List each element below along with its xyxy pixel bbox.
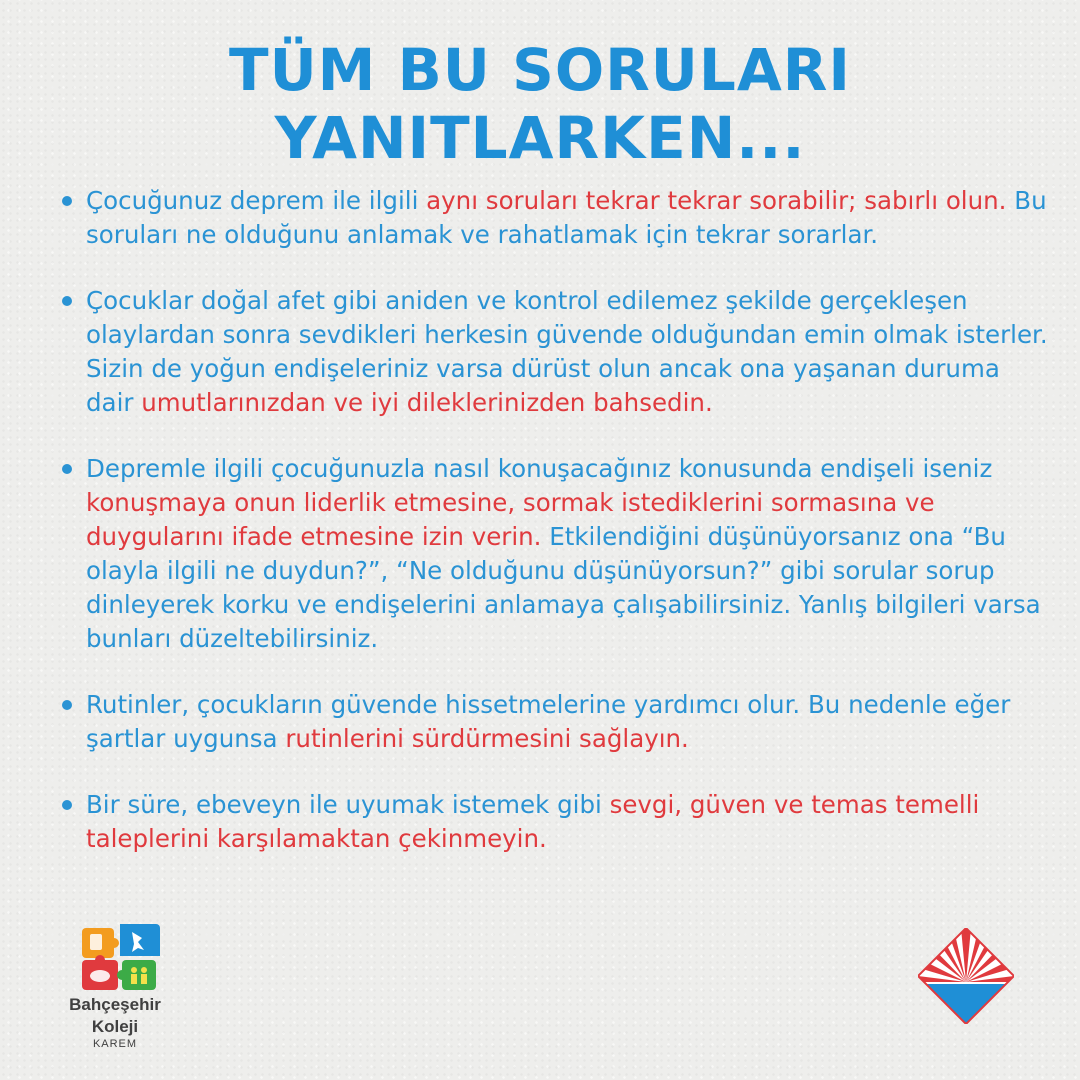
brand-name [60, 994, 170, 1038]
bullet-dot-icon [62, 296, 72, 306]
highlight-segment: rutinlerini sürdürmesini sağlayın. [285, 724, 689, 753]
brand-name-line-1: Bahçeşehir [69, 995, 161, 1014]
text-segment: Etkilendiğini düşünüyorsanız ona “Bu olayla ilgili ne duydun?”, “Ne olduğunu düşünüyorsun?” gibi sorular sorup dinleyerek korku ve endişelerini anlamaya çalışabilirsiniz. Yanlış bilgileri varsa bunları düzeltebilirsiniz. [86, 522, 1041, 653]
list-item [62, 788, 1052, 856]
highlight-segment: umutlarınızdan ve iyi dileklerinizden bahsedin. [141, 388, 713, 417]
title-line-2: YANITLARKEN... [274, 104, 806, 172]
bullet-dot-icon [62, 700, 72, 710]
highlight-segment: sevgi, güven ve temas temelli taleplerini karşılamaktan çekinmeyin. [86, 790, 980, 853]
diamond-sun-logo-icon [918, 928, 1014, 1024]
highlight-segment: aynı soruları tekrar tekrar sorabilir; sabırlı olun. [426, 186, 1007, 215]
text-segment: Rutinler, çocukların güvende hissetmelerine yardımcı olur. Bu nedenle eğer şartlar uygunsa [86, 690, 1011, 753]
text-segment: Bu soruları ne olduğunu anlamak ve rahatlamak için tekrar sorarlar. [86, 186, 1047, 249]
text-segment: Çocuğunuz deprem ile ilgili [86, 186, 427, 215]
tips-list [62, 184, 1052, 888]
puzzle-logo-icon [80, 922, 166, 992]
page-title [0, 36, 1080, 172]
bullet-dot-icon [62, 464, 72, 474]
brand-name-line-2: Koleji [91, 1017, 139, 1036]
text-segment: Depremle ilgili çocuğunuzla nasıl konuşacağınız konusunda endişeli iseniz [86, 454, 993, 483]
title-line-1: TÜM BU SORULARI [229, 36, 851, 104]
list-item [62, 184, 1052, 252]
highlight-segment: konuşmaya onun liderlik etmesine, sormak istediklerini sormasına ve duygularını ifade etmesine izin verin. [86, 488, 935, 551]
text-segment: Bir süre, ebeveyn ile uyumak istemek gibi [86, 790, 610, 819]
text-segment: Çocuklar doğal afet gibi aniden ve kontrol edilemez şekilde gerçekleşen olaylardan sonra sevdikleri herkesin güvende olduğundan emin olmak isterler. Sizin de yoğun endişeleriniz varsa dürüst olun ancak ona yaşanan duruma dair [86, 286, 1048, 417]
list-item [62, 452, 1052, 656]
list-item [62, 688, 1052, 756]
bullet-dot-icon [62, 800, 72, 810]
bullet-dot-icon [62, 196, 72, 206]
list-item [62, 284, 1052, 420]
brand-subtitle: KAREM [92, 1038, 138, 1050]
